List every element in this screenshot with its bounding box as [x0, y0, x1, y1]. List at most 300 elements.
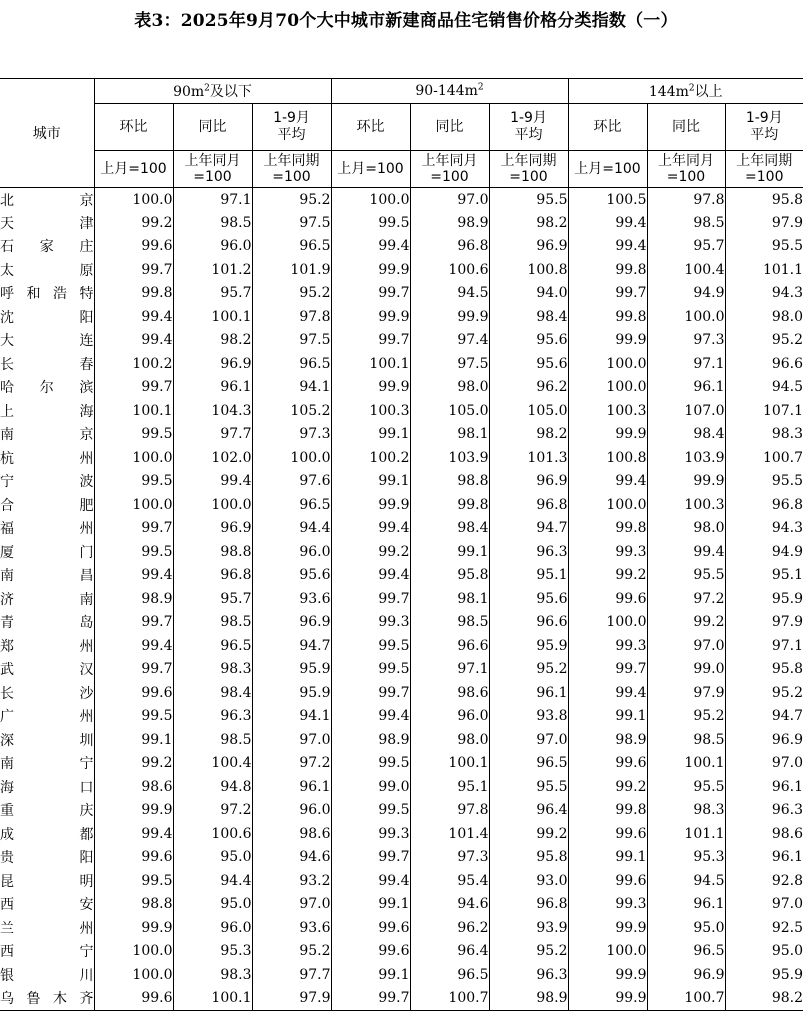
- index-value-cell: 95.0: [725, 940, 803, 964]
- index-value-cell: 99.9: [568, 423, 647, 447]
- index-value-cell: 99.6: [94, 987, 173, 1011]
- index-value-cell: 98.6: [725, 822, 803, 846]
- index-value-cell: 99.9: [410, 305, 489, 329]
- table-row: [0, 493, 803, 517]
- index-value-cell: 97.9: [725, 211, 803, 235]
- index-value-cell: 95.2: [489, 658, 568, 682]
- index-value-cell: 101.2: [173, 258, 252, 282]
- index-value-cell: 99.9: [568, 963, 647, 987]
- index-value-cell: 95.1: [489, 564, 568, 588]
- table-row: [0, 423, 803, 447]
- city-name-cell: 大连: [0, 333, 94, 350]
- table-row: [0, 540, 803, 564]
- index-value-cell: 99.4: [94, 634, 173, 658]
- city-name-cell: 贵阳: [0, 850, 94, 867]
- index-value-cell: 98.2: [725, 987, 803, 1011]
- table-row: [0, 916, 803, 940]
- index-value-cell: 99.4: [94, 329, 173, 353]
- index-value-cell: 97.0: [489, 728, 568, 752]
- index-value-cell: 99.4: [647, 540, 725, 564]
- index-value-cell: 100.0: [94, 188, 173, 212]
- index-value-cell: 99.3: [331, 611, 410, 635]
- index-value-cell: 103.9: [410, 446, 489, 470]
- table-row: [0, 611, 803, 635]
- index-value-cell: 99.4: [331, 869, 410, 893]
- city-name-cell: 杭州: [0, 450, 94, 467]
- index-value-cell: 98.8: [410, 470, 489, 494]
- city-name-cell: 广州: [0, 709, 94, 726]
- index-value-cell: 96.6: [410, 634, 489, 658]
- index-value-cell: 100.0: [568, 376, 647, 400]
- index-value-cell: 99.8: [94, 282, 173, 306]
- city-name-cell: 重庆: [0, 803, 94, 820]
- city-name-cell: 兰州: [0, 920, 94, 937]
- index-value-cell: 96.6: [725, 352, 803, 376]
- table-row: [0, 940, 803, 964]
- city-name-cell: 沈阳: [0, 309, 94, 326]
- city-name-cell: 哈尔滨: [0, 380, 94, 397]
- index-value-cell: 93.2: [252, 869, 331, 893]
- index-value-cell: 99.7: [331, 987, 410, 1011]
- index-value-cell: 98.3: [725, 423, 803, 447]
- index-value-cell: 95.5: [647, 775, 725, 799]
- index-value-cell: 94.3: [725, 282, 803, 306]
- city-name-cell: 天津: [0, 215, 94, 232]
- index-value-cell: 100.3: [331, 399, 410, 423]
- index-value-cell: 96.2: [410, 916, 489, 940]
- index-value-cell: 98.3: [173, 658, 252, 682]
- index-value-cell: 100.0: [94, 963, 173, 987]
- group-header-90-144: [331, 79, 568, 104]
- index-value-cell: 99.1: [410, 540, 489, 564]
- index-value-cell: 96.5: [410, 963, 489, 987]
- index-value-cell: 99.5: [94, 869, 173, 893]
- index-value-cell: 98.0: [410, 728, 489, 752]
- index-value-cell: 97.0: [725, 752, 803, 776]
- city-name-cell: 南宁: [0, 756, 94, 773]
- table-row: [0, 775, 803, 799]
- index-value-cell: 101.4: [410, 822, 489, 846]
- index-value-cell: 99.5: [331, 799, 410, 823]
- index-value-cell: 97.9: [252, 987, 331, 1011]
- index-value-cell: 96.0: [410, 705, 489, 729]
- index-value-cell: 99.4: [568, 211, 647, 235]
- index-value-cell: 100.2: [94, 352, 173, 376]
- index-value-cell: 97.8: [647, 188, 725, 212]
- base-yoy-header-over-144: [647, 151, 725, 188]
- metric-yoy-header-under-90-text: 同比: [198, 118, 227, 135]
- base-ytd-header-under-90-text: 上年同期: [263, 153, 320, 169]
- index-value-cell: 95.3: [647, 846, 725, 870]
- index-value-cell: 98.1: [410, 423, 489, 447]
- index-value-cell: 100.0: [568, 940, 647, 964]
- index-value-cell: 100.7: [410, 987, 489, 1011]
- index-value-cell: 98.9: [489, 987, 568, 1011]
- index-value-cell: 96.4: [489, 799, 568, 823]
- city-name-cell: 昆明: [0, 873, 94, 890]
- index-value-cell: 100.1: [173, 305, 252, 329]
- city-name-cell: 郑州: [0, 638, 94, 655]
- index-value-cell: 95.9: [725, 587, 803, 611]
- index-value-cell: 94.5: [410, 282, 489, 306]
- base-ytd-header-over-144: [725, 151, 803, 188]
- index-value-cell: 98.6: [252, 822, 331, 846]
- index-value-cell: 99.2: [331, 540, 410, 564]
- index-value-cell: 95.8: [489, 846, 568, 870]
- table-row: [0, 258, 803, 282]
- index-value-cell: 99.7: [94, 658, 173, 682]
- header-row-groups: [0, 79, 803, 104]
- table-row: [0, 399, 803, 423]
- index-value-cell: 96.2: [489, 376, 568, 400]
- index-value-cell: 96.1: [252, 775, 331, 799]
- index-value-cell: 100.0: [568, 352, 647, 376]
- index-value-cell: 95.9: [252, 681, 331, 705]
- table-row: [0, 564, 803, 588]
- metric-yoy-header-over-144: [647, 104, 725, 151]
- index-value-cell: 96.5: [252, 493, 331, 517]
- index-value-cell: 99.1: [331, 893, 410, 917]
- index-value-cell: 96.3: [489, 963, 568, 987]
- index-value-cell: 99.9: [94, 799, 173, 823]
- index-value-cell: 96.8: [725, 493, 803, 517]
- index-value-cell: 95.2: [725, 681, 803, 705]
- index-value-cell: 99.1: [568, 846, 647, 870]
- table-row: [0, 963, 803, 987]
- index-value-cell: 99.6: [94, 235, 173, 259]
- table-row: [0, 305, 803, 329]
- index-value-cell: 94.1: [252, 376, 331, 400]
- index-value-cell: 97.3: [647, 329, 725, 353]
- index-value-cell: 99.3: [568, 893, 647, 917]
- table-row: [0, 681, 803, 705]
- index-value-cell: 94.9: [725, 540, 803, 564]
- index-value-cell: 100.8: [489, 258, 568, 282]
- index-value-cell: 98.8: [173, 540, 252, 564]
- index-value-cell: 95.5: [725, 235, 803, 259]
- metric-yoy-header-90-144: [410, 104, 489, 151]
- table-row: [0, 799, 803, 823]
- index-value-cell: 99.4: [568, 235, 647, 259]
- index-value-cell: 96.6: [489, 611, 568, 635]
- index-value-cell: 99.7: [331, 329, 410, 353]
- index-value-cell: 96.3: [173, 705, 252, 729]
- index-value-cell: 98.0: [725, 305, 803, 329]
- index-value-cell: 93.6: [252, 587, 331, 611]
- metric-ytd-avg-header-over-144-text: 1-9月: [745, 110, 783, 126]
- table-row: [0, 376, 803, 400]
- index-value-cell: 97.5: [252, 329, 331, 353]
- index-value-cell: 96.8: [489, 493, 568, 517]
- table-row: [0, 235, 803, 259]
- table-row: [0, 658, 803, 682]
- index-value-cell: 97.2: [252, 752, 331, 776]
- index-value-cell: 96.1: [489, 681, 568, 705]
- index-value-cell: 95.5: [725, 470, 803, 494]
- index-value-cell: 100.0: [331, 188, 410, 212]
- table-row: [0, 446, 803, 470]
- index-value-cell: 99.4: [173, 470, 252, 494]
- index-value-cell: 92.5: [725, 916, 803, 940]
- index-value-cell: 95.7: [647, 235, 725, 259]
- index-value-cell: 98.5: [647, 211, 725, 235]
- index-value-cell: 95.6: [489, 329, 568, 353]
- index-value-cell: 100.6: [410, 258, 489, 282]
- base-mom-header-over-144: [568, 151, 647, 188]
- index-value-cell: 100.1: [410, 752, 489, 776]
- index-value-cell: 96.1: [647, 893, 725, 917]
- index-value-cell: 95.2: [252, 282, 331, 306]
- index-value-cell: 98.2: [489, 211, 568, 235]
- index-value-cell: 95.0: [647, 916, 725, 940]
- index-value-cell: 98.4: [489, 305, 568, 329]
- index-value-cell: 99.4: [331, 705, 410, 729]
- index-value-cell: 99.9: [331, 376, 410, 400]
- index-value-cell: 96.8: [410, 235, 489, 259]
- metric-ytd-avg-header-under-90-text: 平均: [277, 127, 306, 143]
- group-header-over-144: [568, 79, 803, 104]
- index-value-cell: 94.7: [489, 517, 568, 541]
- index-value-cell: 99.4: [331, 564, 410, 588]
- table-row: [0, 846, 803, 870]
- index-value-cell: 100.4: [173, 752, 252, 776]
- metric-mom-header-under-90: [94, 104, 173, 151]
- metric-mom-header-over-144-text: 环比: [593, 118, 622, 135]
- city-name-cell: 成都: [0, 826, 94, 843]
- index-value-cell: 97.0: [252, 893, 331, 917]
- index-value-cell: 100.0: [568, 611, 647, 635]
- base-yoy-header-under-90: [173, 151, 252, 188]
- index-value-cell: 103.9: [647, 446, 725, 470]
- index-value-cell: 100.0: [252, 446, 331, 470]
- index-value-cell: 99.3: [568, 634, 647, 658]
- index-value-cell: 99.8: [410, 493, 489, 517]
- city-name-cell: 青岛: [0, 615, 94, 632]
- index-value-cell: 98.9: [94, 587, 173, 611]
- index-value-cell: 98.2: [173, 329, 252, 353]
- index-value-cell: 98.5: [647, 728, 725, 752]
- index-value-cell: 99.4: [331, 517, 410, 541]
- index-value-cell: 100.8: [568, 446, 647, 470]
- index-value-cell: 99.6: [568, 869, 647, 893]
- table-row: [0, 987, 803, 1011]
- index-value-cell: 94.4: [252, 517, 331, 541]
- index-value-cell: 98.2: [489, 423, 568, 447]
- index-value-cell: 97.9: [647, 681, 725, 705]
- index-value-cell: 95.2: [725, 329, 803, 353]
- table-row: [0, 752, 803, 776]
- index-value-cell: 95.5: [489, 775, 568, 799]
- index-value-cell: 96.5: [647, 940, 725, 964]
- index-value-cell: 98.4: [173, 681, 252, 705]
- index-value-cell: 107.1: [725, 399, 803, 423]
- index-value-cell: 100.1: [331, 352, 410, 376]
- metric-mom-header-90-144-text: 环比: [356, 118, 385, 135]
- index-value-cell: 96.0: [173, 916, 252, 940]
- index-value-cell: 105.2: [252, 399, 331, 423]
- table-row: [0, 587, 803, 611]
- index-value-cell: 94.8: [173, 775, 252, 799]
- index-value-cell: 99.5: [94, 423, 173, 447]
- index-value-cell: 97.7: [252, 963, 331, 987]
- base-ytd-header-90-144: [489, 151, 568, 188]
- index-value-cell: 97.3: [410, 846, 489, 870]
- index-value-cell: 95.0: [173, 893, 252, 917]
- group-header-under-90: [94, 79, 331, 104]
- table-row: [0, 728, 803, 752]
- index-value-cell: 99.1: [331, 963, 410, 987]
- index-value-cell: 98.9: [410, 211, 489, 235]
- city-name-cell: 银川: [0, 967, 94, 984]
- city-name-cell: 合肥: [0, 497, 94, 514]
- index-value-cell: 99.5: [331, 634, 410, 658]
- index-value-cell: 97.0: [725, 893, 803, 917]
- index-value-cell: 95.8: [725, 658, 803, 682]
- city-name-cell: 宁波: [0, 474, 94, 491]
- index-value-cell: 99.5: [331, 752, 410, 776]
- index-value-cell: 100.0: [647, 305, 725, 329]
- index-value-cell: 95.1: [725, 564, 803, 588]
- index-value-cell: 95.1: [410, 775, 489, 799]
- group-label-base: 144m: [648, 84, 689, 100]
- index-value-cell: 93.8: [489, 705, 568, 729]
- index-value-cell: 97.2: [173, 799, 252, 823]
- city-name-cell: 长沙: [0, 685, 94, 702]
- index-value-cell: 98.6: [94, 775, 173, 799]
- index-value-cell: 96.8: [489, 893, 568, 917]
- index-value-cell: 101.3: [489, 446, 568, 470]
- index-value-cell: 98.5: [173, 611, 252, 635]
- index-value-cell: 99.1: [568, 705, 647, 729]
- index-value-cell: 96.1: [725, 775, 803, 799]
- index-value-cell: 100.0: [568, 493, 647, 517]
- index-value-cell: 99.7: [331, 282, 410, 306]
- city-name-cell: 武汉: [0, 662, 94, 679]
- group-label-suffix: 及以下: [209, 84, 252, 100]
- city-name-cell: 上海: [0, 403, 94, 420]
- base-yoy-header-over-144-text: 上年同月: [658, 153, 714, 169]
- index-value-cell: 94.5: [725, 376, 803, 400]
- base-ytd-header-over-144-text: =100: [745, 169, 784, 185]
- index-value-cell: 99.2: [94, 752, 173, 776]
- index-value-cell: 95.8: [725, 188, 803, 212]
- metric-ytd-avg-header-90-144-text: 1-9月: [510, 110, 547, 126]
- index-value-cell: 99.9: [331, 258, 410, 282]
- index-value-cell: 99.4: [331, 235, 410, 259]
- index-value-cell: 95.2: [489, 940, 568, 964]
- index-value-cell: 100.3: [568, 399, 647, 423]
- city-name-cell: 福州: [0, 521, 94, 538]
- index-value-cell: 99.3: [331, 822, 410, 846]
- city-name-cell: 石家庄: [0, 239, 94, 256]
- table-title: 表3：2025年9月70个大中城市新建商品住宅销售价格分类指数（一）: [134, 11, 678, 31]
- index-value-cell: 99.4: [94, 822, 173, 846]
- header-row-metrics: [0, 104, 803, 151]
- metric-ytd-avg-header-90-144-text: 平均: [514, 127, 543, 143]
- base-ytd-header-under-90: [252, 151, 331, 188]
- city-name-cell: 南昌: [0, 568, 94, 585]
- table-row: [0, 188, 803, 212]
- index-value-cell: 92.8: [725, 869, 803, 893]
- index-value-cell: 94.5: [647, 869, 725, 893]
- index-value-cell: 99.7: [94, 517, 173, 541]
- index-value-cell: 99.9: [568, 987, 647, 1011]
- index-value-cell: 98.5: [173, 211, 252, 235]
- index-value-cell: 100.7: [725, 446, 803, 470]
- index-value-cell: 95.6: [252, 564, 331, 588]
- index-value-cell: 105.0: [410, 399, 489, 423]
- index-value-cell: 95.6: [489, 352, 568, 376]
- index-value-cell: 99.7: [568, 658, 647, 682]
- index-value-cell: 97.1: [410, 658, 489, 682]
- index-value-cell: 96.9: [252, 611, 331, 635]
- index-value-cell: 100.1: [647, 752, 725, 776]
- index-value-cell: 96.9: [489, 470, 568, 494]
- index-value-cell: 98.9: [568, 728, 647, 752]
- index-value-cell: 99.9: [331, 305, 410, 329]
- base-ytd-header-over-144-text: 上年同期: [736, 153, 793, 169]
- index-value-cell: 99.4: [568, 681, 647, 705]
- index-value-cell: 98.0: [410, 376, 489, 400]
- index-value-cell: 100.1: [94, 399, 173, 423]
- table-row: [0, 470, 803, 494]
- base-ytd-header-under-90-text: =100: [272, 169, 311, 185]
- index-value-cell: 96.9: [173, 517, 252, 541]
- metric-ytd-avg-header-90-144: [489, 104, 568, 151]
- index-value-cell: 100.4: [647, 258, 725, 282]
- city-name-cell: 深圳: [0, 732, 94, 749]
- index-value-cell: 96.0: [173, 235, 252, 259]
- city-name-cell: 济南: [0, 591, 94, 608]
- metric-ytd-avg-header-under-90-text: 1-9月: [273, 110, 310, 126]
- index-value-cell: 95.0: [173, 846, 252, 870]
- index-value-cell: 99.8: [568, 517, 647, 541]
- index-value-cell: 107.0: [647, 399, 725, 423]
- index-value-cell: 97.4: [410, 329, 489, 353]
- index-value-cell: 98.3: [173, 963, 252, 987]
- base-mom-header-over-144-text: 上月=100: [574, 161, 641, 177]
- index-value-cell: 100.7: [647, 987, 725, 1011]
- index-value-cell: 95.7: [173, 587, 252, 611]
- index-value-cell: 95.9: [489, 634, 568, 658]
- index-value-cell: 95.3: [173, 940, 252, 964]
- index-value-cell: 96.5: [489, 752, 568, 776]
- index-value-cell: 104.3: [173, 399, 252, 423]
- index-value-cell: 96.9: [725, 728, 803, 752]
- index-value-cell: 100.5: [568, 188, 647, 212]
- index-value-cell: 99.9: [568, 329, 647, 353]
- index-value-cell: 97.1: [173, 188, 252, 212]
- index-value-cell: 99.6: [568, 822, 647, 846]
- table-row: [0, 893, 803, 917]
- base-yoy-header-90-144-text: 上年同月: [421, 153, 478, 169]
- index-value-cell: 99.6: [331, 916, 410, 940]
- index-value-cell: 99.8: [568, 799, 647, 823]
- index-value-cell: 98.6: [410, 681, 489, 705]
- index-value-cell: 96.0: [252, 540, 331, 564]
- index-value-cell: 99.6: [94, 846, 173, 870]
- index-value-cell: 96.1: [647, 376, 725, 400]
- index-value-cell: 96.3: [489, 540, 568, 564]
- index-value-cell: 101.1: [647, 822, 725, 846]
- index-value-cell: 99.7: [94, 376, 173, 400]
- city-column-header: 城市: [0, 79, 94, 188]
- index-value-cell: 99.0: [331, 775, 410, 799]
- index-value-cell: 99.2: [647, 611, 725, 635]
- index-value-cell: 97.1: [725, 634, 803, 658]
- metric-yoy-header-over-144-text: 同比: [672, 118, 700, 135]
- index-value-cell: 97.8: [410, 799, 489, 823]
